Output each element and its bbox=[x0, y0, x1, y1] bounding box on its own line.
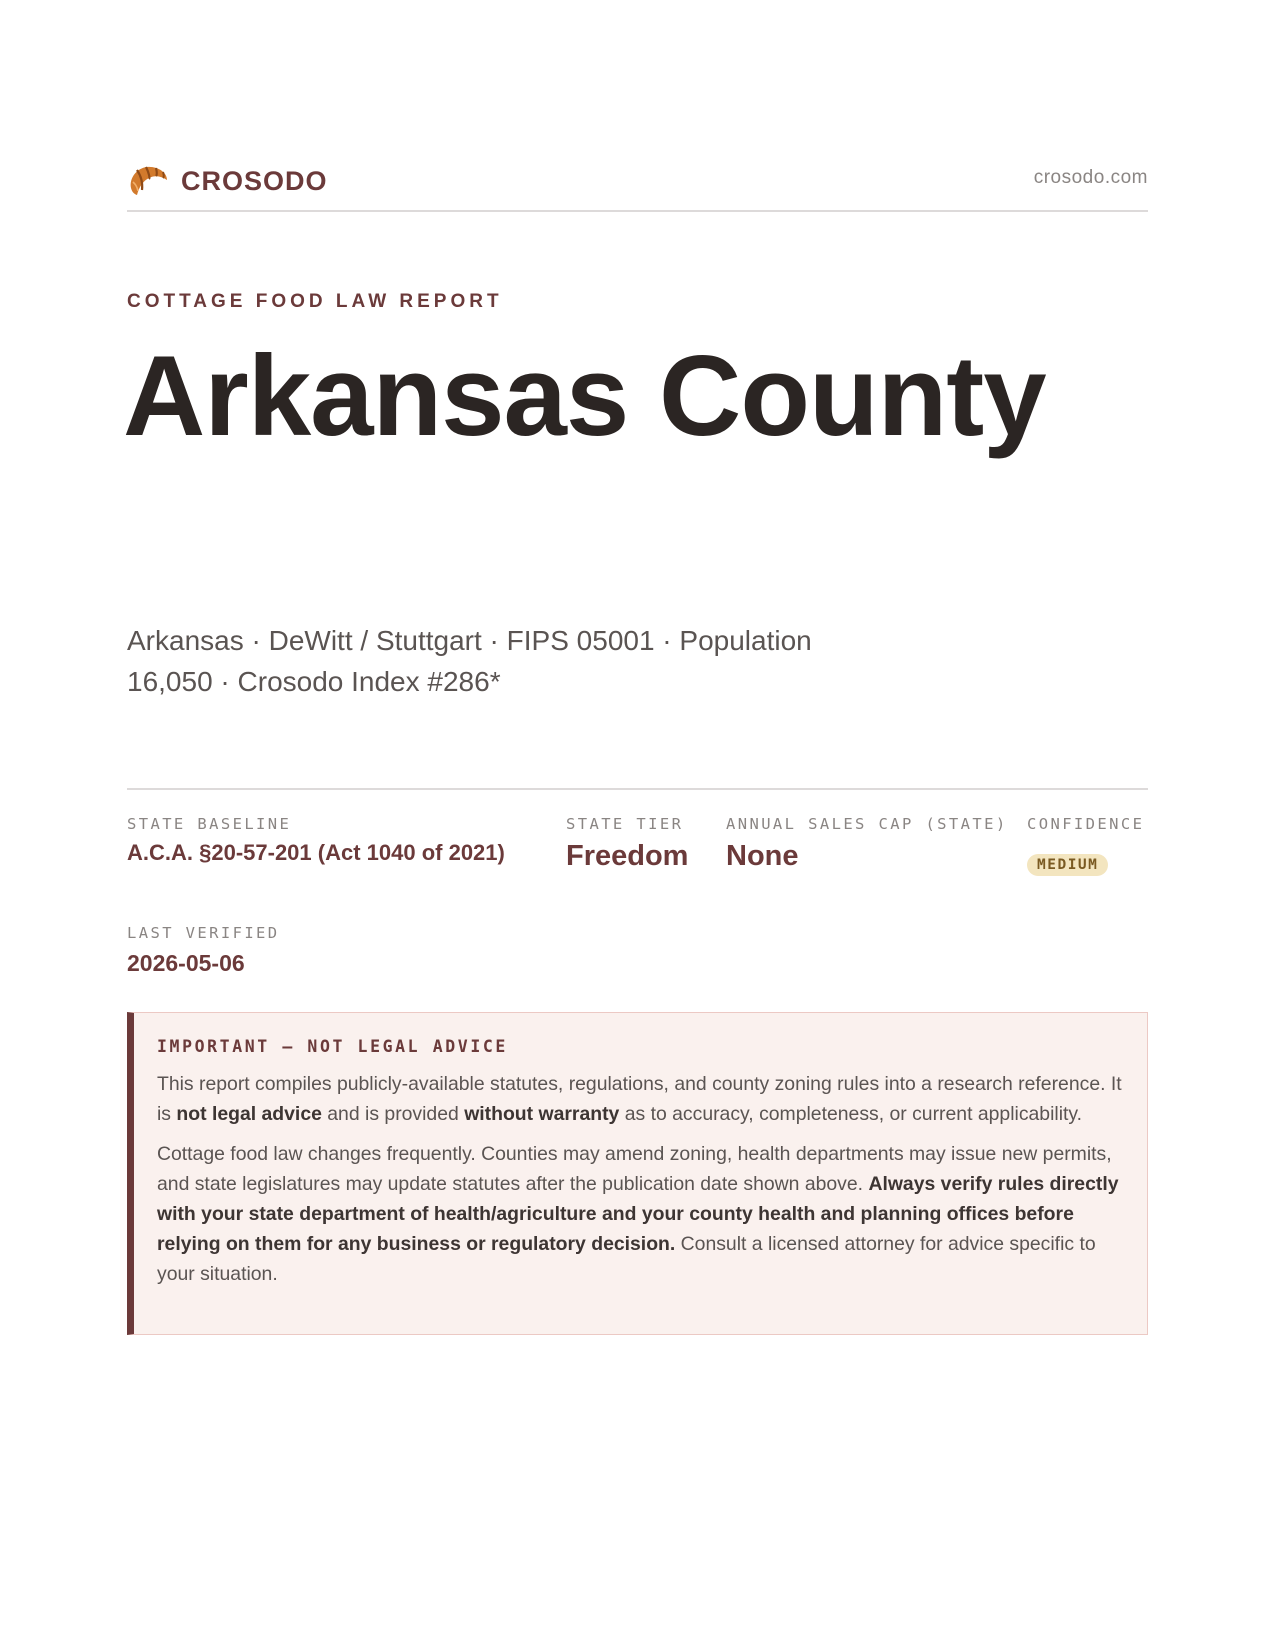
brand[interactable] bbox=[127, 162, 328, 200]
state-baseline-value: A.C.A. §20-57-201 (Act 1040 of 2021) bbox=[127, 840, 505, 865]
notice-text: Consult a licensed attorney for advice specific to your situation. bbox=[157, 1233, 1096, 1285]
notice-paragraph bbox=[157, 1139, 1127, 1289]
site-link[interactable]: crosodo.com bbox=[1033, 167, 1148, 188]
page-title: Arkansas County bbox=[123, 333, 1046, 460]
notice-text: and is provided bbox=[321, 1103, 465, 1125]
state-baseline-label: STATE BASELINE bbox=[127, 815, 292, 833]
report-eyebrow: COTTAGE FOOD LAW REPORT bbox=[127, 291, 503, 312]
notice-emphasis: without warranty bbox=[464, 1103, 620, 1125]
divider bbox=[127, 788, 1148, 790]
last-verified-value: 2026-05-06 bbox=[127, 950, 245, 976]
notice-paragraph bbox=[157, 1069, 1127, 1129]
last-verified-label: LAST VERIFIED bbox=[127, 924, 280, 942]
state-tier-value: Freedom bbox=[566, 840, 689, 872]
notice-text: Cottage food law changes frequently. Counties may amend zoning, health departments may issue new permits, and state legislatures may update statutes after the publication date shown above. bbox=[157, 1143, 1112, 1195]
notice-text: as to accuracy, completeness, or current applicability. bbox=[619, 1103, 1083, 1125]
report-subtitle: Arkansas · DeWitt / Stuttgart · FIPS 05001 · Population 16,050 · Crosodo Index #286* bbox=[127, 625, 812, 697]
notice-body bbox=[157, 1069, 1127, 1299]
sales-cap-label: ANNUAL SALES CAP (STATE) bbox=[726, 815, 1008, 833]
notice-emphasis: Always verify rules directly with your state department of health/agriculture and your county health and planning offices before relying on them for any business or regulatory decision. bbox=[157, 1173, 1119, 1255]
confidence-badge: MEDIUM bbox=[1027, 854, 1108, 876]
state-tier-label: STATE TIER bbox=[566, 815, 684, 833]
legal-notice bbox=[127, 1012, 1148, 1335]
page-header bbox=[127, 156, 1148, 212]
brand-name: CROSODO bbox=[181, 165, 328, 196]
report-page bbox=[123, 0, 1148, 1650]
confidence-label: CONFIDENCE bbox=[1027, 815, 1145, 833]
notice-heading: IMPORTANT — NOT LEGAL ADVICE bbox=[157, 1037, 508, 1056]
croissant-icon bbox=[127, 162, 169, 200]
notice-emphasis: not legal advice bbox=[176, 1103, 322, 1125]
sales-cap-value: None bbox=[726, 840, 799, 872]
notice-text: This report compiles publicly-available statutes, regulations, and county zoning rules into a research reference. It is bbox=[157, 1073, 1122, 1125]
